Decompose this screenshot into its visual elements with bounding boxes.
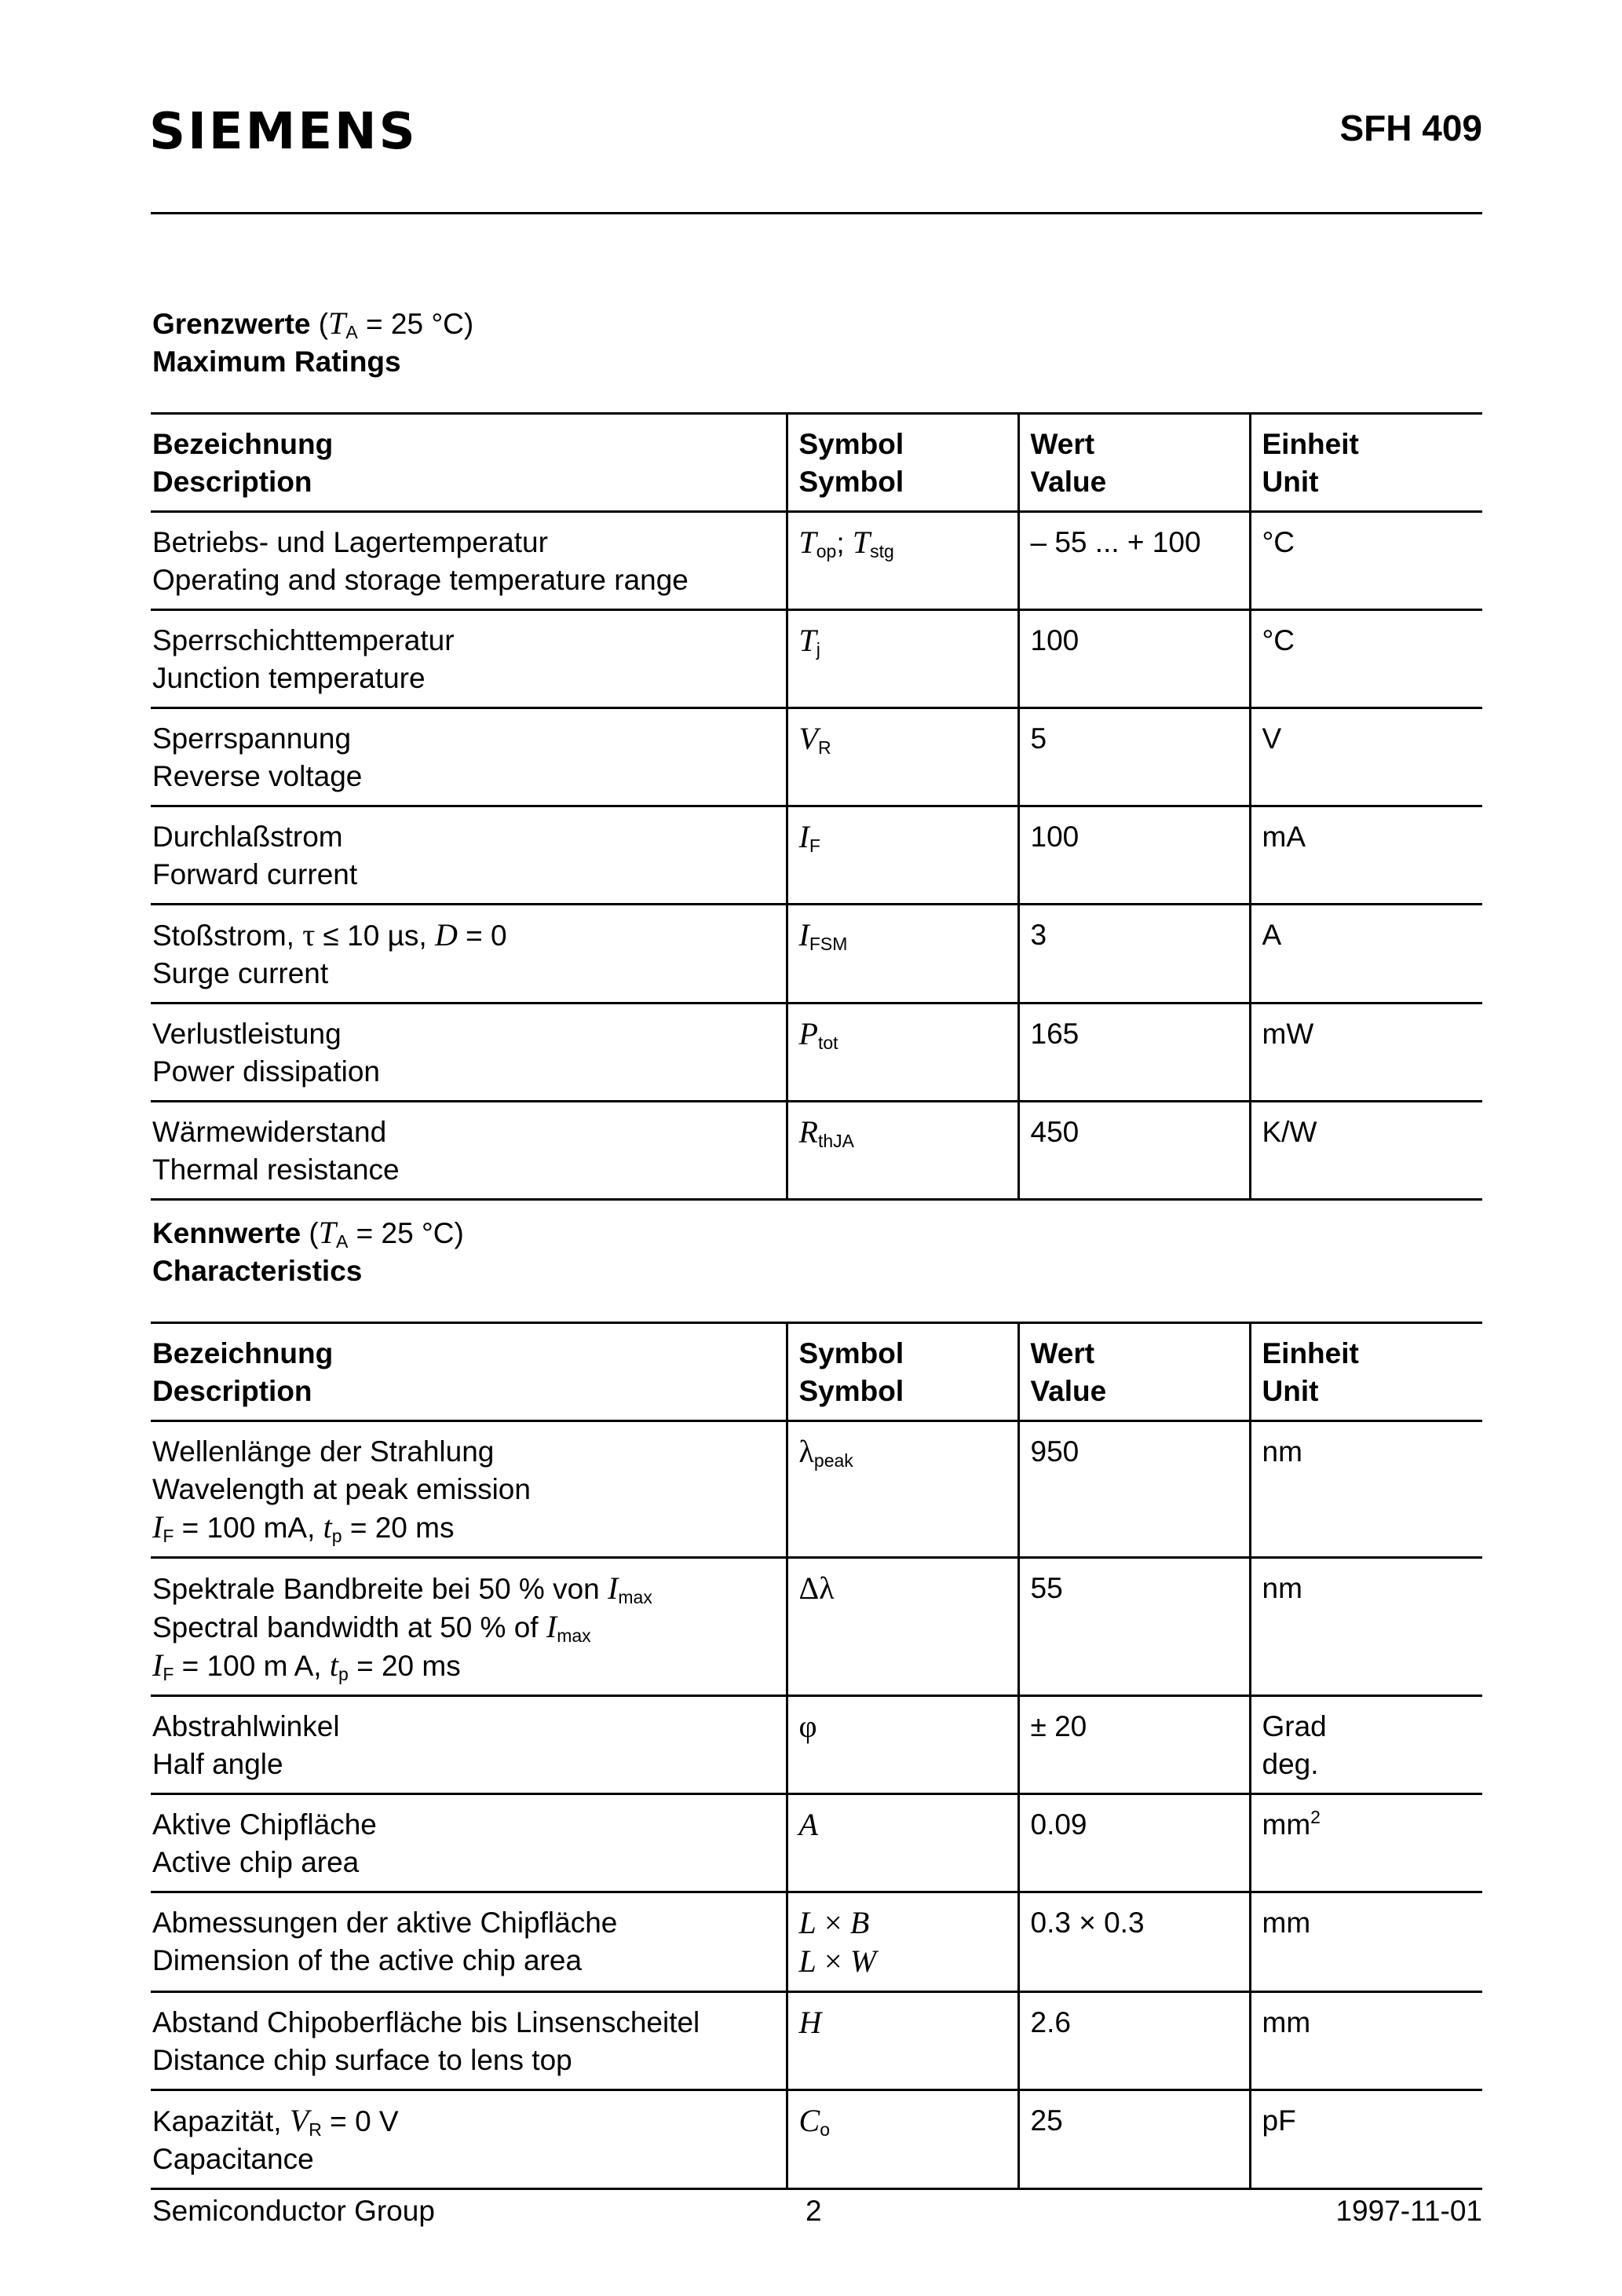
col-description: Bezeichnung Description xyxy=(152,428,334,498)
header-rule xyxy=(151,212,1482,214)
table-row: Spektrale Bandbreite bei 50 % von $I_{max}$ Spectral bandwidth at 50 % of $I_{max}$ $I_F = 100$ m A, $t_p = 20$ ms Δλ 55 nm xyxy=(151,1558,1482,1696)
col-value: Wert Value xyxy=(1018,1323,1250,1421)
table-row: Durchlaßstrom Forward current $I_F$ 100 mA xyxy=(151,806,1482,905)
table-row: Abmessungen der aktive Chipfläche Dimension of the active chip area L × B L × W 0.3 × 0.3 mm xyxy=(151,1892,1482,1992)
table-row: Verlustleistung Power dissipation $P_{tot}$ 165 mW xyxy=(151,1004,1482,1102)
table-header-row xyxy=(151,414,1482,512)
table-row: Sperrschichttemperatur Junction temperature $T_j$ 100 °C xyxy=(151,610,1482,708)
footer-page-number: 2 xyxy=(806,2195,822,2227)
table-row: Stoßstrom, τ ≤ 10 µs, D = 0 Surge current $I_{FSM}$ 3 A xyxy=(151,905,1482,1004)
table-header-row xyxy=(151,1323,1482,1421)
table-row: Kapazität, $V_R = 0$ V Capacitance $C_o$ 25 pF xyxy=(151,2090,1482,2189)
table-row: Betriebs- und Lagertemperatur Operating and storage temperature range $T_{op}$; $T_{stg}$ – 55 ... + 100 °C xyxy=(151,512,1482,610)
characteristics-title: Kennwerte ($T_A = 25$ °C) Characteristics xyxy=(152,1215,464,1287)
col-symbol: Symbol Symbol xyxy=(787,1323,1018,1421)
col-value: Wert Value xyxy=(1018,414,1250,512)
table-row: Wärmewiderstand Thermal resistance $R_{thJA}$ 450 K/W xyxy=(151,1102,1482,1200)
max-ratings-table xyxy=(151,412,1482,1201)
col-symbol: Symbol Symbol xyxy=(787,414,1018,512)
col-unit: Einheit Unit xyxy=(1250,414,1482,512)
col-description: Bezeichnung Description xyxy=(152,1337,334,1407)
table-row: Wellenlänge der Strahlung Wavelength at peak emission $I_F = 100$ mA, $t_p = 20$ ms $\lambda_{peak}$ 950 nm xyxy=(151,1421,1482,1558)
max-ratings-title: Grenzwerte ($T_A = 25$ °C) Maximum Ratings xyxy=(152,305,474,378)
table-row: Aktive Chipfläche Active chip area A 0.09 $mm^2$ xyxy=(151,1794,1482,1892)
footer-date: 1997-11-01 xyxy=(1335,2195,1482,2227)
characteristics-table xyxy=(151,1322,1482,2190)
table-row: Abstand Chipoberfläche bis Linsenscheitel Distance chip surface to lens top H 2.6 mm xyxy=(151,1992,1482,2090)
footer-group: Semiconductor Group xyxy=(152,2195,435,2227)
document-id: SFH 409 xyxy=(1339,108,1482,148)
siemens-logo: SIEMENS xyxy=(149,103,418,161)
table-row: Abstrahlwinkel Half angle φ ± 20 Grad deg. xyxy=(151,1696,1482,1794)
table-row: Sperrspannung Reverse voltage $V_R$ 5 V xyxy=(151,708,1482,806)
col-unit: Einheit Unit xyxy=(1250,1323,1482,1421)
